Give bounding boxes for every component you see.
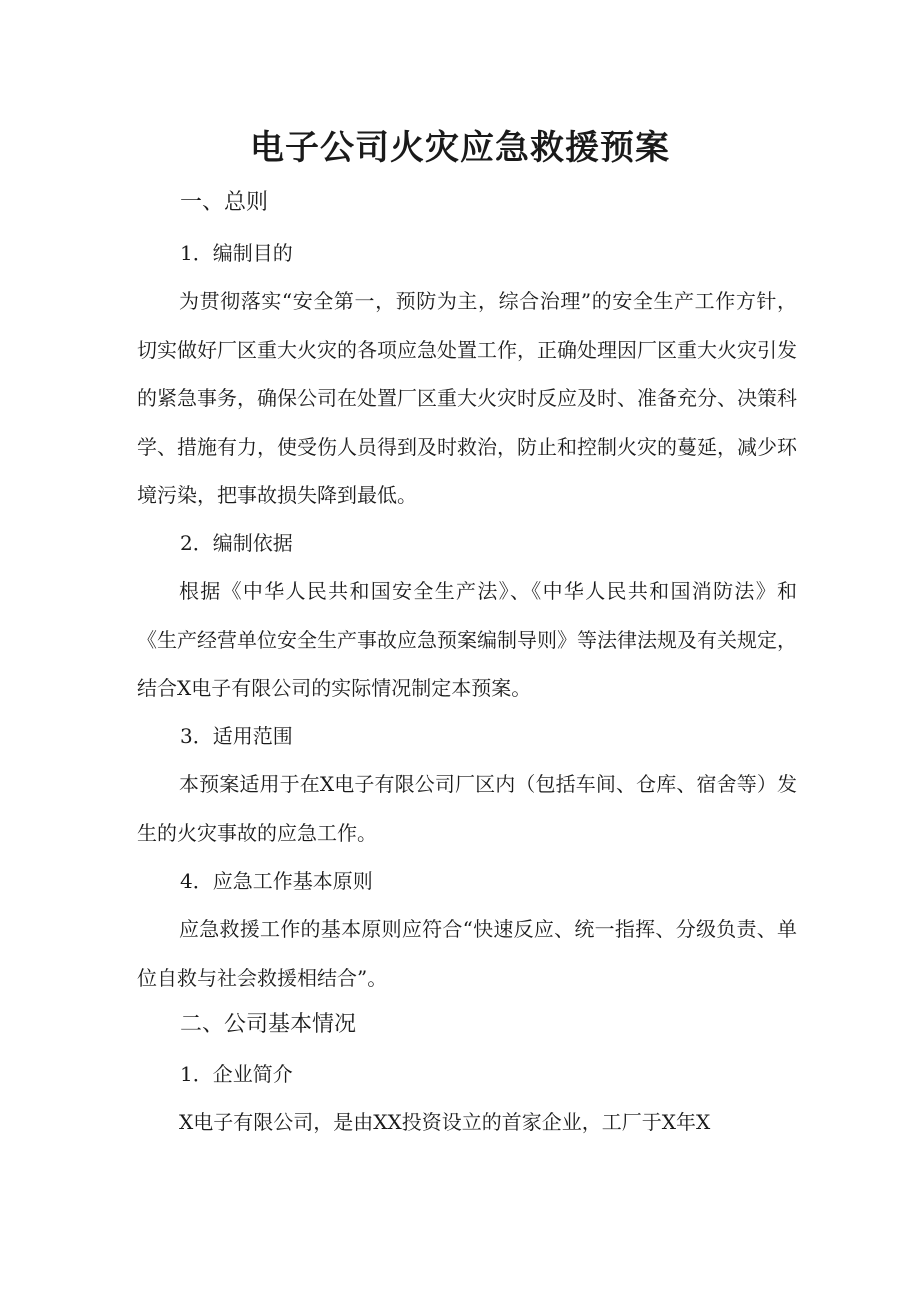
subsection-heading-company-profile: 1．企业简介 [180, 1062, 293, 1086]
section-heading-general: 一、总则 [180, 190, 269, 215]
paragraph-company-profile: X电子有限公司，是由XX投资设立的首家企业，工厂于X年X [179, 1110, 711, 1134]
paragraph-scope: 本预案适用于在X电子有限公司厂区内（包括车间、仓库、宿舍等）发生的火灾事故的应急工作。 [137, 772, 797, 845]
subsection-heading-purpose: 1．编制目的 [180, 241, 293, 265]
subsection-heading-principles: 4．应急工作基本原则 [180, 869, 373, 893]
document-title: 电子公司火灾应急救援预案 [250, 128, 670, 168]
subsection-heading-scope: 3．适用范围 [180, 724, 293, 748]
section-heading-company-info: 二、公司基本情况 [180, 1012, 357, 1037]
paragraph-basis: 根据《中华人民共和国安全生产法》、《中华人民共和国消防法》和《生产经营单位安全生产事故应急预案编制导则》等法律法规及有关规定，结合X电子有限公司的实际情况制定本预案。 [137, 579, 797, 700]
paragraph-purpose: 为贯彻落实“安全第一，预防为主，综合治理”的安全生产工作方针，切实做好厂区重大火灾的各项应急处置工作，正确处理因厂区重大火灾引发的紧急事务，确保公司在处置厂区重大火灾时反应及时、准备充分、决策科学、措施有力，使受伤人员得到及时救治，防止和控制火灾的蔓延，减少环境污染，把事故损失降到最低。 [137, 289, 797, 507]
subsection-heading-basis: 2．编制依据 [180, 531, 293, 555]
paragraph-principles: 应急救援工作的基本原则应符合“快速反应、统一指挥、分级负责、单位自救与社会救援相结合”。 [137, 917, 797, 990]
